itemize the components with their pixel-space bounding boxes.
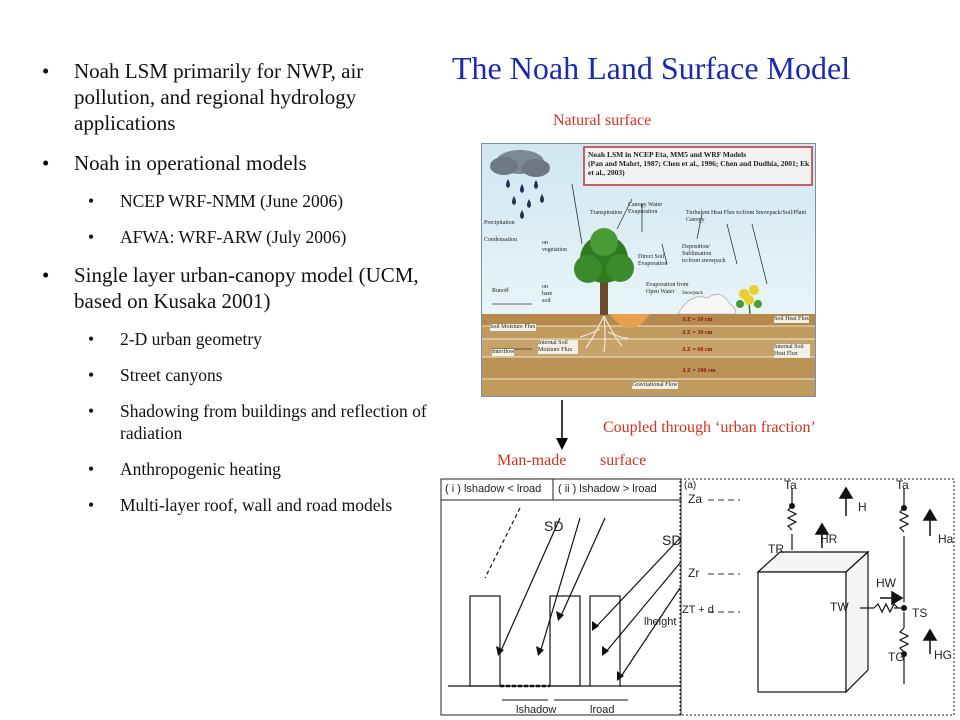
- ta-label-1: Ta: [784, 478, 797, 492]
- canopy-water-evap-label: Canopy Water Evaporation: [628, 202, 663, 215]
- on-bare-soil-label: on bare soil: [542, 284, 553, 304]
- lroad-label: lroad: [590, 704, 615, 716]
- sub-bullet-item: • Multi-layer roof, wall and road models: [40, 494, 440, 516]
- hw-label: HW: [876, 576, 896, 590]
- tg-label: TG: [888, 650, 905, 664]
- bullet-item: • Single layer urban-canopy model (UCM, based on Kusaka 2001): [40, 262, 440, 314]
- coupled-label: Coupled through ‘urban fraction’: [603, 419, 816, 436]
- on-vegetation-label: on vegetation: [542, 240, 567, 253]
- soil-moisture-flux-label: Soil Moisture Flux: [490, 324, 536, 330]
- hr-label: HR: [820, 532, 838, 546]
- tr-label: TR: [768, 542, 784, 556]
- slide-title: The Noah Land Surface Model: [452, 50, 851, 86]
- lshadow-label: lshadow: [516, 704, 557, 716]
- bullet-list: [40, 58, 440, 530]
- turbulent-heat-label: Turbulent Heat Flux to/from Snowpack/Soil/Plant Canopy: [686, 210, 807, 223]
- surface-label: surface: [600, 452, 647, 469]
- sd-label-1: SD: [544, 518, 564, 534]
- dz3-label: Δ Z = 60 cm: [682, 347, 713, 353]
- evap-open-water-label: Evaporation from Open Water: [646, 282, 689, 295]
- precipitation-label: Precipitation: [484, 220, 515, 226]
- sd-label-2: SD: [662, 532, 682, 548]
- runoff-label: Runoff: [492, 288, 509, 294]
- interflow-label: Interflow: [492, 349, 515, 355]
- soil-heat-flux-label: Soil Heat Flux: [774, 316, 810, 322]
- noah-lsm-diagram: [481, 143, 816, 397]
- shadow-case2-label: ( ii ) lshadow > lroad: [558, 483, 657, 495]
- tw-label: TW: [830, 600, 849, 614]
- noah-fig-header: Noah LSM in NCEP Eta, MM5 and WRF Models: [588, 150, 747, 159]
- direct-soil-evap-label: Direct Soil Evaporation: [638, 254, 668, 267]
- ts-label: TS: [912, 606, 928, 620]
- dz2-label: Δ Z = 30 cm: [682, 330, 713, 336]
- snowpack-label: Snowpack: [682, 291, 703, 296]
- hg-label: HG: [934, 648, 952, 662]
- shadow-case1-label: ( i ) lshadow < lroad: [445, 483, 542, 495]
- sub-bullet-item: • 2-D urban geometry: [40, 328, 440, 350]
- dz4-label: Δ Z = 100 cm: [682, 368, 716, 374]
- bullet-item: • Noah in operational models: [40, 150, 440, 176]
- deposition-label: Deposition/ Sublimation to/from snowpack: [682, 244, 726, 264]
- ta-label-2: Ta: [896, 478, 909, 492]
- condensation-label: Condensation: [484, 237, 517, 243]
- sub-bullet-item: • Street canyons: [40, 364, 440, 386]
- urban-canopy-diagram: [440, 478, 955, 716]
- sub-bullet-item: • AFWA: WRF-ARW (July 2006): [40, 226, 440, 248]
- sub-bullet-item: • Anthropogenic heating: [40, 458, 440, 480]
- natural-surface-label: Natural surface: [553, 112, 652, 129]
- h-label: H: [858, 500, 867, 514]
- man-made-label: Man-made: [497, 452, 567, 469]
- sub-bullet-item: • NCEP WRF-NMM (June 2006): [40, 190, 440, 212]
- gravitational-flow-label: Gravitational Flow: [632, 382, 678, 388]
- down-arrow-icon: [552, 400, 572, 452]
- internal-soil-moisture-label: Internal Soil Moisture Flux: [538, 340, 578, 354]
- noah-fig-refs: (Pan and Mahrt, 1987; Chen et al., 1996; Chen and Dudhia, 2001; Ek et al., 2003): [588, 159, 810, 177]
- dz1-label: Δ Z = 10 cm: [682, 317, 713, 323]
- ha-label: Ha: [938, 532, 954, 546]
- za-label: Za: [688, 492, 703, 506]
- sub-bullet-item: • Shadowing from buildings and reflection of radiation: [40, 400, 440, 444]
- internal-soil-heat-label: Internal Soil Heat Flux: [774, 344, 810, 358]
- bullet-item: • Noah LSM primarily for NWP, air pollution, and regional hydrology applications: [40, 58, 440, 136]
- lheight-label: lheight: [644, 616, 677, 628]
- zt-label: ZT + d: [682, 604, 714, 616]
- transpiration-label: Transpiration: [590, 210, 623, 216]
- zr-label: Zr: [688, 566, 700, 580]
- panel-a-label: (a): [684, 480, 697, 491]
